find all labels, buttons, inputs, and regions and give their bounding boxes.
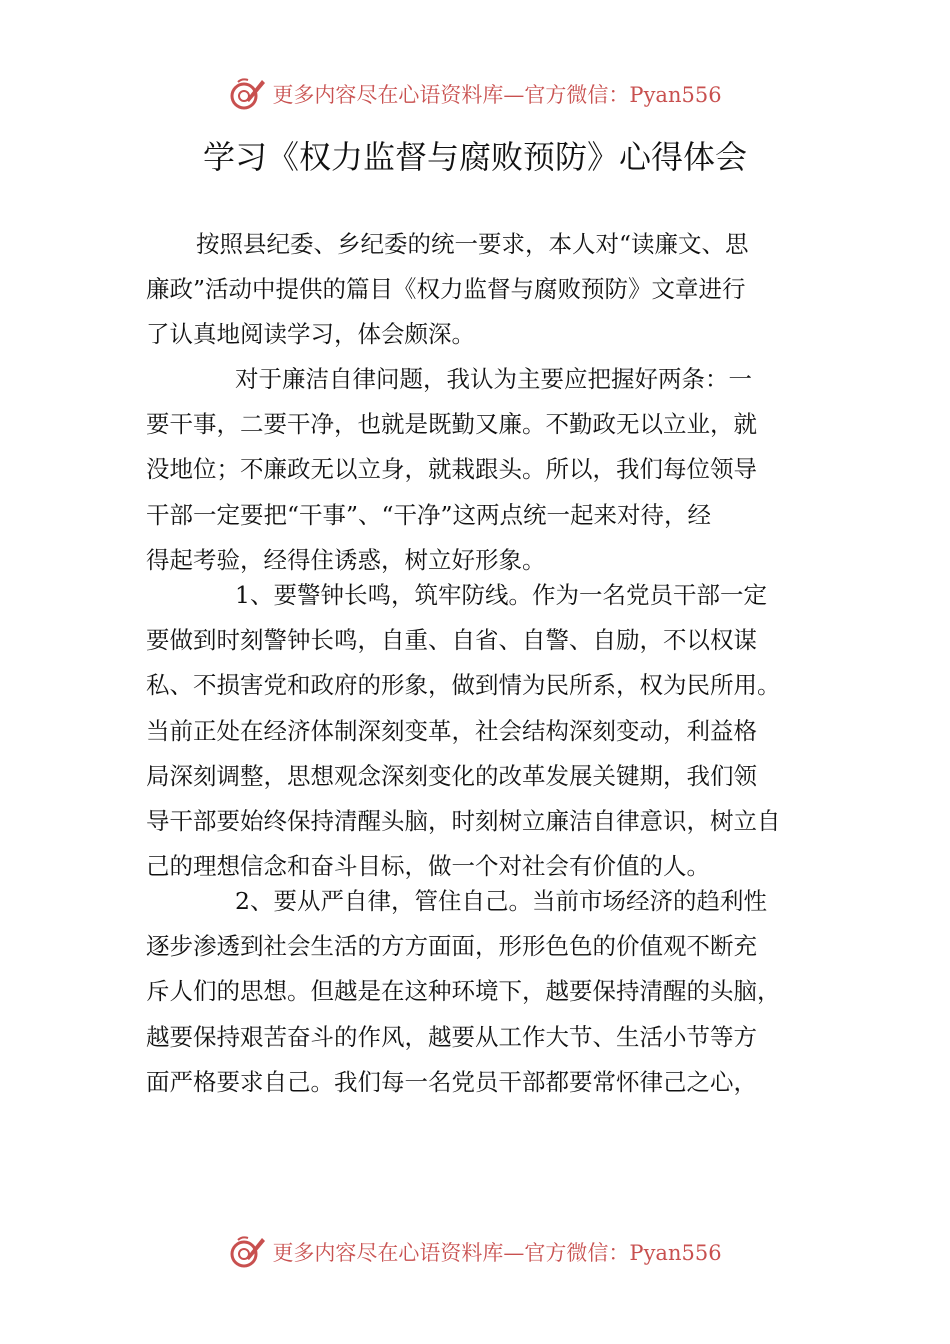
- paragraph-1: [146, 222, 749, 358]
- paragraph-line: 当前正处在经济体制深刻变革，社会结构深刻变动，利益格: [146, 716, 757, 745]
- paragraph-4: [146, 879, 781, 1105]
- header-banner-text: 更多内容尽在心语资料库—官方微信：Pyan556: [272, 83, 722, 107]
- paragraph-line: 逐步渗透到社会生活的方方面面，形形色色的价值观不断充: [146, 932, 757, 961]
- paragraph-line: 导干部要始终保持清醒头脑，时刻树立廉洁自律意识，树立自: [146, 806, 781, 835]
- paragraph-line: 2、要从严自律，管住自己。当前市场经济的趋利性: [235, 887, 767, 915]
- footer-banner-text: 更多内容尽在心语资料库—官方微信：Pyan556: [272, 1241, 722, 1265]
- paragraph-line: 了认真地阅读学习，体会颇深。: [146, 320, 475, 349]
- document-title: 学习《权力监督与腐败预防》心得体会: [202, 138, 747, 176]
- paragraph-line: 越要保持艰苦奋斗的作风，越要从工作大节、生活小节等方: [146, 1022, 757, 1051]
- paragraph-line: 没地位；不廉政无以立身，就栽跟头。所以，我们每位领导: [146, 455, 757, 484]
- paragraph-line: 廉政”活动中提供的篇目《权力监督与腐败预防》文章进行: [146, 275, 746, 304]
- footer-banner: [0, 1230, 950, 1274]
- paragraph-line: 得起考验，经得住诱惑，树立好形象。: [146, 545, 546, 574]
- paragraph-line: 局深刻调整，思想观念深刻变化的改革发展关键期，我们领: [146, 761, 757, 790]
- header-banner: [0, 72, 950, 116]
- paragraph-2: [146, 357, 757, 583]
- paragraph-line: 干部一定要把“干事”、“干净”这两点统一起来对待，经: [146, 500, 712, 529]
- pen-logo-icon: [228, 74, 268, 114]
- paragraph-3: [146, 573, 781, 889]
- paragraph-line: 面严格要求自己。我们每一名党员干部都要常怀律己之心，: [146, 1067, 757, 1096]
- paragraph-line: 要干事，二要干净，也就是既勤又廉。不勤政无以立业，就: [146, 410, 757, 439]
- paragraph-line: 1、要警钟长鸣，筑牢防线。作为一名党员干部一定: [235, 581, 767, 609]
- paragraph-line: 对于廉洁自律问题，我认为主要应把握好两条：一: [235, 365, 752, 393]
- paragraph-line: 斥人们的思想。但越是在这种环境下，越要保持清醒的头脑，: [146, 977, 781, 1006]
- paragraph-line: 要做到时刻警钟长鸣，自重、自省、自警、自励，不以权谋: [146, 626, 757, 655]
- pen-logo-icon: [228, 1232, 268, 1272]
- paragraph-line: 按照县纪委、乡纪委的统一要求，本人对“读廉文、思: [196, 230, 749, 258]
- paragraph-line: 私、不损害党和政府的形象，做到情为民所系，权为民所用。: [146, 671, 781, 700]
- paragraph-line: 己的理想信念和奋斗目标，做一个对社会有价值的人。: [146, 852, 710, 881]
